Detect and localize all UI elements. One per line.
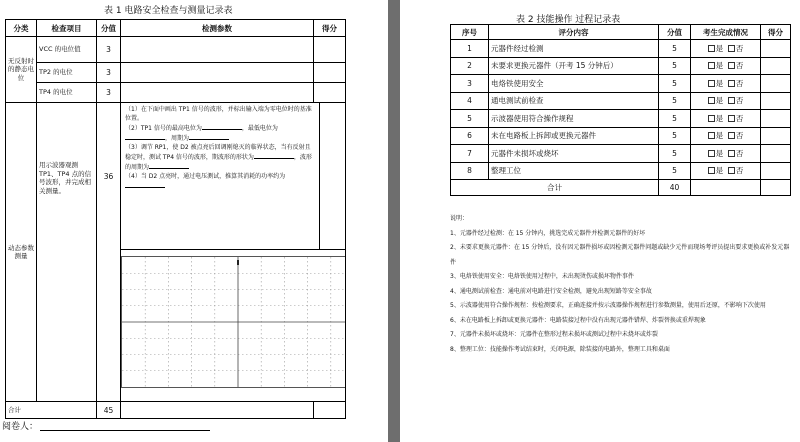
yes-label: 是	[715, 113, 724, 123]
answer-blank[interactable]	[149, 162, 189, 169]
note-item: 3、电烙铁使用安全：电烙铁使用过程中，未出现烫伤或损坏物件事件	[450, 273, 634, 280]
total-score: 45	[97, 402, 121, 419]
row-number: 8	[451, 162, 489, 180]
row-content: 电烙铁使用安全	[489, 75, 659, 93]
table-row	[6, 83, 346, 103]
yes-label: 是	[715, 131, 724, 141]
note-item: 4、通电测试前检查：通电前对电路进行安全检测，避免出现短路等安全事故	[450, 287, 652, 295]
answer-blank[interactable]	[189, 133, 229, 140]
check-item-vcc: VCC 的电位值	[37, 37, 97, 63]
total-points-cell[interactable]	[314, 402, 346, 419]
note-item: 5、示波器使用符合操作规程：按检测要求，正确连接并按示波器操作规程进行参数测量，使用后还原，不影响下次使用	[450, 302, 766, 309]
yes-checkbox[interactable]	[708, 132, 715, 139]
note-item: 2、未要求更换元器件：在 15 分钟后，没有因元器件损坏或因检测元器件问题或缺少元件而现场考评员提出要求更换或补发元器件	[450, 244, 790, 266]
oscilloscope-grid-svg	[122, 257, 346, 387]
no-label: 否	[735, 166, 744, 176]
header-points: 得分	[314, 20, 346, 37]
points-cell[interactable]	[320, 103, 345, 249]
no-checkbox[interactable]	[728, 62, 735, 69]
row-content: 通电测试前检查	[489, 92, 659, 110]
completion-cell	[691, 127, 761, 145]
param-3a-text: （3）调节 RP1，使 D2 被点亮后回调刚熄灭的临界状态，当有反射且稳定时，测试 TP4 信号的波形，期波形的形状为	[125, 144, 311, 161]
right-page	[400, 0, 800, 442]
yes-checkbox[interactable]	[708, 115, 715, 122]
row-number: 2	[451, 57, 489, 75]
yes-checkbox[interactable]	[708, 150, 715, 157]
param-2b-text: ，最低电位为	[241, 125, 278, 132]
oscilloscope-grid[interactable]	[121, 256, 346, 388]
table1-header-row	[6, 20, 346, 37]
dynamic-item-text: 用示波器观测TP1、TP4 点的信号波形，并完成相关测量。	[39, 161, 92, 195]
answer-blank[interactable]	[202, 123, 242, 130]
note-item: 8、整理工位：技能操作考试结束时，关闭电源，除装接的电路外，整理工具和桌面	[450, 345, 670, 353]
table-row	[6, 402, 346, 419]
total-param-cell	[121, 402, 314, 419]
points-cell[interactable]	[761, 145, 791, 163]
no-label: 否	[735, 78, 744, 88]
points-cell[interactable]	[761, 40, 791, 58]
param-cell[interactable]	[121, 37, 314, 63]
yes-label: 是	[715, 61, 724, 71]
yes-checkbox[interactable]	[708, 62, 715, 69]
param-3b-text: ，波形的周期为	[125, 154, 312, 171]
dynamic-category-cell: 动态参数测量	[6, 103, 37, 402]
skill-operation-table	[450, 24, 791, 196]
table1-title: 表 1 电路安全检查与测量记录表	[104, 6, 233, 16]
header-number: 序号	[451, 25, 489, 40]
row-number: 7	[451, 145, 489, 163]
no-checkbox[interactable]	[728, 97, 735, 104]
check-item-tp2: TP2 的电位	[37, 63, 97, 83]
no-label: 否	[735, 43, 744, 53]
row-number: 1	[451, 40, 489, 58]
completion-cell	[691, 57, 761, 75]
table-row	[451, 162, 791, 180]
table-row	[451, 92, 791, 110]
total-points-cell[interactable]	[761, 180, 791, 196]
total-label: 合计	[451, 180, 659, 196]
dynamic-item-cell	[37, 103, 97, 402]
notes-list	[450, 227, 790, 358]
table-row	[451, 180, 791, 196]
static-category-cell: 无反射时的静态电位	[6, 37, 37, 103]
header-category: 分类	[6, 20, 37, 37]
yes-label: 是	[715, 96, 724, 106]
header-score: 分值	[97, 20, 121, 37]
score-cell: 3	[97, 37, 121, 63]
param-1-text: （1）在下面中画出 TP1 信号的波形，并标出输入端为零电位时的基准位置。	[125, 106, 312, 122]
table-row	[451, 110, 791, 128]
row-content: 整理工位	[489, 162, 659, 180]
param-4a-text: （4）当 D2 点亮时，通过电压测试，推算其消耗的功率约为	[125, 173, 286, 180]
no-checkbox[interactable]	[728, 115, 735, 122]
notes-section	[450, 212, 790, 357]
completion-cell	[691, 75, 761, 93]
completion-cell	[691, 92, 761, 110]
header-score: 分值	[659, 25, 691, 40]
yes-label: 是	[715, 148, 724, 158]
dynamic-score-cell	[97, 103, 121, 402]
row-content: 未要求更换元器件（开考 15 分钟后）	[489, 57, 659, 75]
yes-label: 是	[715, 166, 724, 176]
table-row	[6, 63, 346, 83]
param-cell[interactable]	[121, 83, 314, 103]
note-item: 1、元器件经过检测：在 15 分钟内，挑选完成元器件并检测元器件的好坏	[450, 229, 646, 237]
yes-checkbox[interactable]	[708, 80, 715, 87]
row-score: 5	[659, 92, 691, 110]
row-content: 元器件经过检测	[489, 40, 659, 58]
table2-header-row	[451, 25, 791, 40]
header-points: 得分	[761, 25, 791, 40]
no-checkbox[interactable]	[728, 80, 735, 87]
header-completion: 考生完成情况	[691, 25, 761, 40]
points-cell[interactable]	[761, 162, 791, 180]
grader-signature	[2, 419, 210, 432]
answer-blank[interactable]	[125, 181, 165, 188]
row-score: 5	[659, 40, 691, 58]
completion-cell	[691, 162, 761, 180]
no-label: 否	[735, 148, 744, 158]
param-cell[interactable]	[121, 63, 314, 83]
total-score: 40	[659, 180, 691, 196]
header-check-item: 检查项目	[37, 20, 97, 37]
row-content: 未在电路板上拆卸或更换元器件	[489, 127, 659, 145]
points-cell[interactable]	[761, 110, 791, 128]
total-label: 合计	[6, 402, 97, 419]
points-cell[interactable]	[314, 37, 346, 63]
table-row	[451, 145, 791, 163]
note-item: 7、元器件未损坏或烧坏：元器件在整形过程未损坏或测试过程中未烧坏或炸裂	[450, 331, 658, 338]
row-score: 5	[659, 110, 691, 128]
header-content: 评分内容	[489, 25, 659, 40]
scope-area	[121, 249, 345, 401]
table-row	[451, 127, 791, 145]
dynamic-params-cell	[121, 103, 346, 402]
notes-heading: 说明：	[450, 215, 469, 222]
row-score: 5	[659, 75, 691, 93]
completion-cell	[691, 40, 761, 58]
no-label: 否	[735, 113, 744, 123]
no-label: 否	[735, 96, 744, 106]
answer-blank[interactable]	[254, 152, 294, 159]
points-cell[interactable]	[761, 75, 791, 93]
row-content: 元器件未损坏或烧坏	[489, 145, 659, 163]
score-cell: 3	[97, 63, 121, 83]
row-number: 4	[451, 92, 489, 110]
params-text	[121, 103, 320, 249]
table-row	[451, 40, 791, 58]
table-row	[6, 37, 346, 63]
grader-signature-line[interactable]	[40, 422, 210, 431]
yes-checkbox[interactable]	[708, 45, 715, 52]
row-score: 5	[659, 57, 691, 75]
no-checkbox[interactable]	[728, 132, 735, 139]
grader-label: 阅卷人：	[2, 422, 39, 432]
table-row	[6, 103, 346, 402]
completion-cell	[691, 110, 761, 128]
row-score: 5	[659, 127, 691, 145]
points-cell[interactable]	[761, 127, 791, 145]
answer-blank[interactable]	[125, 133, 165, 140]
left-page	[0, 0, 388, 442]
score-cell: 3	[97, 83, 121, 103]
row-content: 示波器使用符合操作规程	[489, 110, 659, 128]
no-label: 否	[735, 131, 744, 141]
header-parameters: 检测参数	[121, 20, 314, 37]
points-cell[interactable]	[761, 57, 791, 75]
no-label: 否	[735, 61, 744, 71]
param-2c-text: ，周期为	[165, 135, 190, 142]
row-number: 3	[451, 75, 489, 93]
check-item-tp4: TP4 的电位	[37, 83, 97, 103]
no-checkbox[interactable]	[728, 167, 735, 174]
param-2a-text: （2）TP1 信号的最高电位为	[125, 125, 202, 132]
yes-checkbox[interactable]	[708, 167, 715, 174]
points-cell[interactable]	[761, 92, 791, 110]
points-cell[interactable]	[314, 83, 346, 103]
points-cell[interactable]	[314, 63, 346, 83]
table-row	[451, 75, 791, 93]
row-number: 6	[451, 127, 489, 145]
note-item: 6、未在电路板上拆卸或更换元器件：电路装接过程中没有出现元器件错焊、炸裂替换或重焊现象	[450, 316, 706, 324]
yes-label: 是	[715, 78, 724, 88]
yes-label: 是	[715, 43, 724, 53]
completion-cell	[691, 145, 761, 163]
total-completion-cell	[691, 180, 761, 196]
safety-measurement-table	[5, 19, 346, 419]
no-checkbox[interactable]	[728, 150, 735, 157]
no-checkbox[interactable]	[728, 45, 735, 52]
row-score: 5	[659, 162, 691, 180]
table2-title: 表 2 技能操作 过程记录表	[516, 15, 621, 25]
table-row	[451, 57, 791, 75]
row-score: 5	[659, 145, 691, 163]
row-number: 5	[451, 110, 489, 128]
yes-checkbox[interactable]	[708, 97, 715, 104]
dynamic-score: 36	[103, 171, 114, 181]
